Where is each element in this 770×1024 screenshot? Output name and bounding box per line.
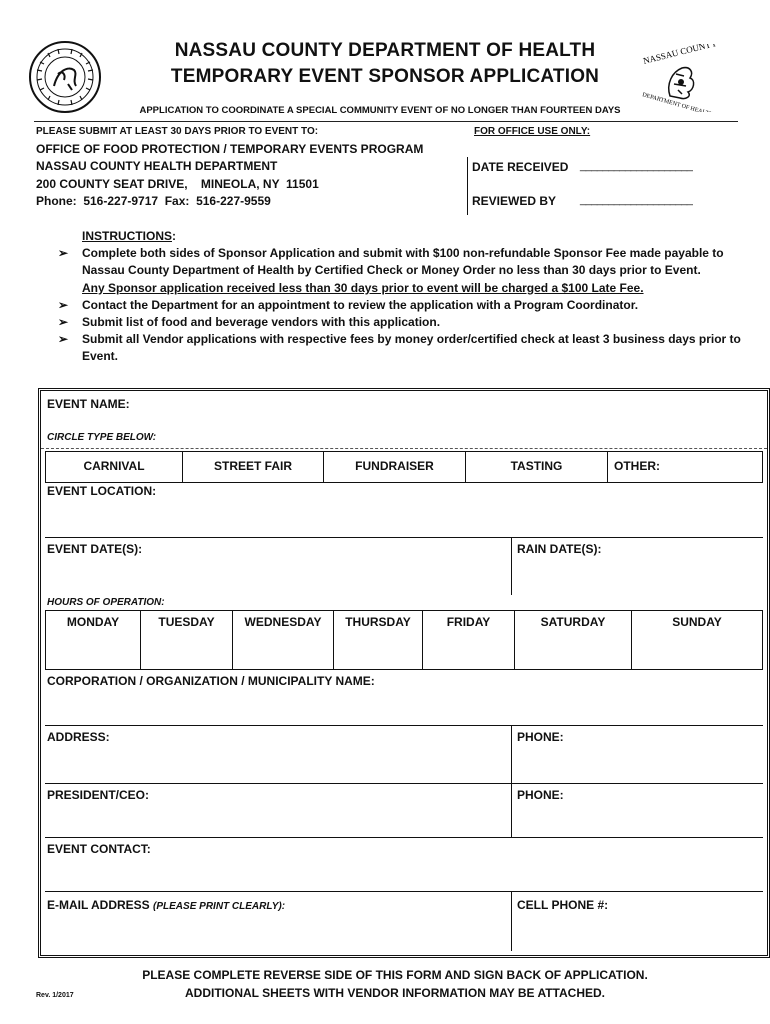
revision-label: Rev. 1/2017 [36,992,74,999]
circle-type-label: CIRCLE TYPE BELOW: [47,432,157,443]
event-name-field[interactable] [201,395,761,425]
header-divider [34,121,738,122]
divider [45,837,763,838]
instruction-item-3: ➢ Submit list of food and beverage vendors with this application. [58,314,758,331]
date-received-label: DATE RECEIVED [472,160,569,174]
day-tuesday[interactable]: TUESDAY [141,611,233,669]
submit-address: 200 COUNTY SEAT DRIVE, MINEOLA, NY 11501 [36,177,319,191]
email-label: E-MAIL ADDRESS (PLEASE PRINT CLEARLY): [47,898,286,912]
dotted-divider [41,448,767,449]
event-location-field[interactable] [45,501,761,536]
page-title-line2: TEMPORARY EVENT SPONSOR APPLICATION [170,66,600,87]
divider [511,891,512,951]
arrow-bullet-icon: ➢ [58,332,69,347]
event-form [38,388,770,958]
instructions-heading: INSTRUCTIONS [82,229,172,243]
day-saturday[interactable]: SATURDAY [515,611,632,669]
address-label: ADDRESS: [47,730,110,744]
day-friday[interactable]: FRIDAY [423,611,515,669]
page-subtitle: APPLICATION TO COORDINATE A SPECIAL COMMUNITY EVENT OF NO LONGER THAN FOURTEEN DAYS [139,105,621,116]
phone-label: PHONE: [517,730,564,744]
days-row [45,611,763,670]
hours-of-operation-label: HOURS OF OPERATION: [47,597,165,608]
event-location-label: EVENT LOCATION: [47,484,157,498]
instruction-item-1: ➢ Complete both sides of Sponsor Application and submit with $100 non-refundable Sponsor Fee made payable to [58,245,758,262]
type-carnival[interactable]: CARNIVAL [46,452,183,482]
submit-department: NASSAU COUNTY HEALTH DEPARTMENT [36,159,278,173]
office-use-heading: FOR OFFICE USE ONLY: [474,126,591,137]
arrow-bullet-icon: ➢ [58,315,69,330]
divider [511,783,512,837]
day-sunday[interactable]: SUNDAY [672,615,722,629]
footer-notice [10,966,770,1002]
office-use-divider [467,157,468,215]
type-street-fair[interactable]: STREET FAIR [183,452,324,482]
day-monday[interactable]: MONDAY [46,611,141,669]
event-contact-field[interactable] [45,859,761,887]
divider [45,783,763,784]
reviewed-by-field[interactable]: ____________________ [580,194,693,206]
email-note: (PLEASE PRINT CLEARLY): [153,901,286,912]
president-label: PRESIDENT/CEO: [47,788,150,802]
corporation-field[interactable] [45,691,761,721]
arrow-bullet-icon: ➢ [58,246,69,261]
day-thursday[interactable]: THURSDAY [334,611,423,669]
event-contact-label: EVENT CONTACT: [47,842,151,856]
date-received-field[interactable]: ____________________ [580,160,693,172]
arrow-bullet-icon: ➢ [58,297,69,312]
divider [511,537,512,595]
late-fee-notice: Any Sponsor application received less than 30 days prior to event will be charged a $100 Late Fee. [82,280,644,295]
type-other[interactable]: OTHER: [614,459,660,473]
instructions: INSTRUCTIONS: ➢ Complete both sides of Sponsor Application and submit with $100 non-refundable Sponsor Fee made payable to Nassau County Department of Health by Certified Check or Money Order no less than 30 days prior to Event. Any Sponsor application received less than 30 days prior to event will be charged a $100 Late Fee. ➢ Contact the Department for an appointment to review the application with a Program Coordinator. ➢ Submit list of food and beverage vendors with this application. ➢ Submit all Vendor applications with respective fees by money order/certified check at least 3 business days prior to Event. [58,228,758,366]
submit-office: OFFICE OF FOOD PROTECTION / TEMPORARY EVENTS PROGRAM [36,142,424,156]
event-dates-label: EVENT DATE(S): [47,542,143,556]
seal-text-top: NASSAU COUNTY [642,44,718,66]
president-phone-label: PHONE: [517,788,564,802]
divider [45,537,763,538]
instruction-item-2: ➢ Contact the Department for an appointment to review the application with a Program Coordinator. [58,297,758,314]
page-title-line1: NASSAU COUNTY DEPARTMENT OF HEALTH [174,40,596,61]
instruction-item-4: ➢ Submit all Vendor applications with respective fees by money order/certified check at least 3 business days prior to [58,331,758,348]
event-name-label: EVENT NAME: [47,397,130,411]
cell-phone-label: CELL PHONE #: [517,898,609,912]
reviewed-by-label: REVIEWED BY [472,194,557,208]
seal-text-bottom: DEPARTMENT OF HEALTH [641,92,714,112]
submit-heading: PLEASE SUBMIT AT LEAST 30 DAYS PRIOR TO EVENT TO: [36,126,319,137]
rain-dates-label: RAIN DATE(S): [517,542,602,556]
footer-line-1: PLEASE COMPLETE REVERSE SIDE OF THIS FORM AND SIGN BACK OF APPLICATION. [142,968,648,982]
divider [45,725,763,726]
type-tasting[interactable]: TASTING [466,452,608,482]
divider [511,725,512,783]
type-fundraiser[interactable]: FUNDRAISER [324,452,466,482]
submit-phone-fax: Phone: 516-227-9717 Fax: 516-227-9559 [36,194,271,208]
divider [45,891,763,892]
footer-line-2: ADDITIONAL SHEETS WITH VENDOR INFORMATION MAY BE ATTACHED. [184,986,605,1000]
event-type-row [45,451,763,483]
corporation-label: CORPORATION / ORGANIZATION / MUNICIPALITY NAME: [47,674,375,688]
day-wednesday[interactable]: WEDNESDAY [233,611,334,669]
